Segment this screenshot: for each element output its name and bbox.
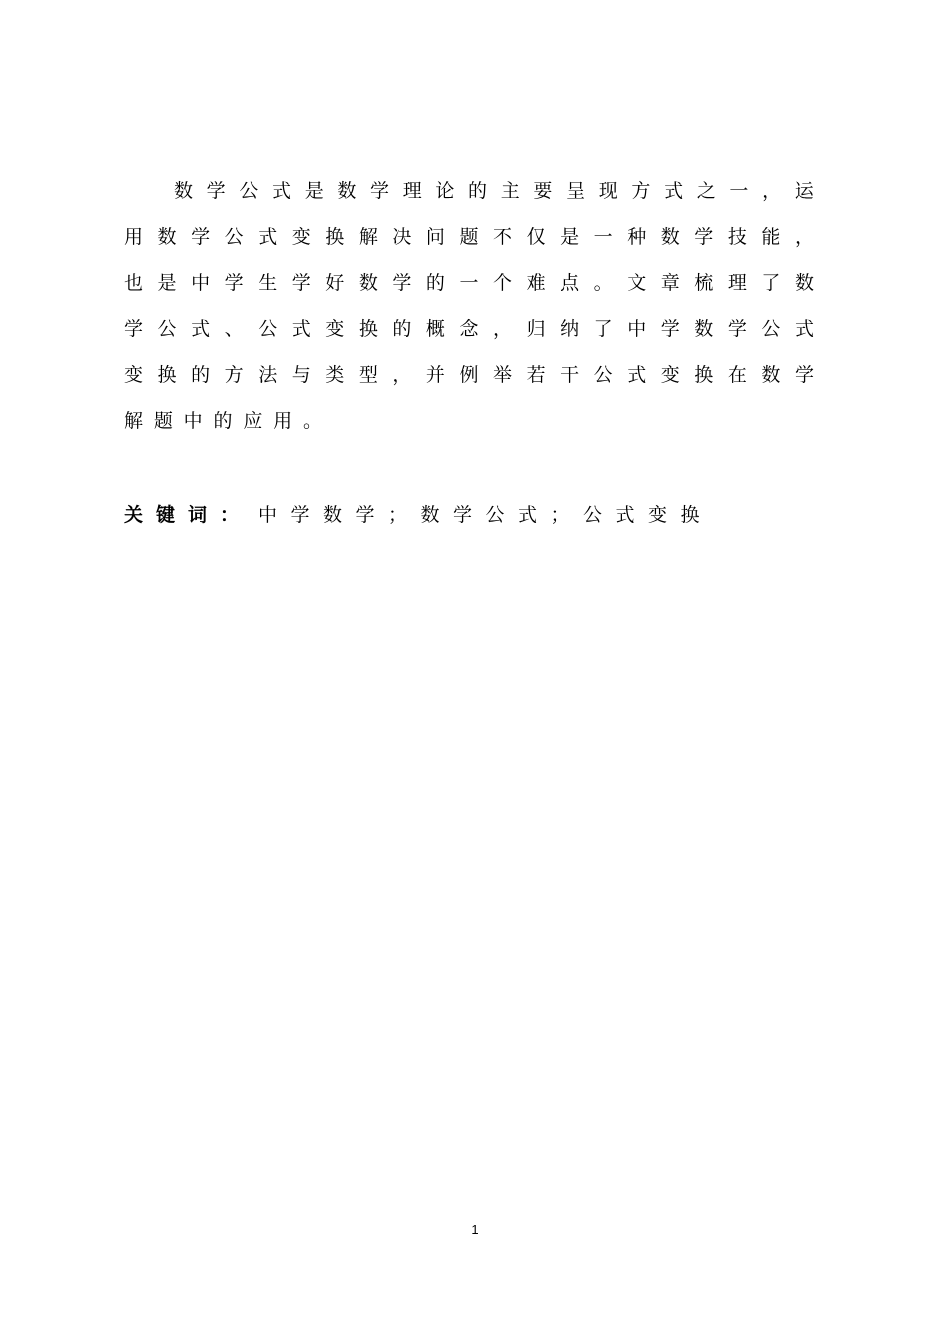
abstract-line-4: 学 公 式 、 公 式 变 换 的 概 念 ， 归 纳 了 中 学 数 学 公 式 [124,318,814,340]
abstract-line-5: 变 换 的 方 法 与 类 型 ， 并 例 举 若 干 公 式 变 换 在 数 学 [124,364,814,386]
abstract-line-6: 解 题 中 的 应 用 。 [124,410,322,432]
keywords-row [124,503,713,527]
page-number: 1 [471,1222,479,1237]
abstract-line-2: 用 数 学 公 式 变 换 解 决 问 题 不 仅 是 一 种 数 学 技 能 ， [124,226,814,248]
keywords-label: 关键词： [124,504,253,526]
abstract-line-3: 也 是 中 学 生 学 好 数 学 的 一 个 难 点 。 文 章 梳 理 了 数 [124,272,814,294]
abstract-line-1: 数 学 公 式 是 数 学 理 论 的 主 要 呈 现 方 式 之 一 ， 运 [174,180,814,202]
keywords-value: 中学数学；数学公式；公式变换 [258,504,714,526]
